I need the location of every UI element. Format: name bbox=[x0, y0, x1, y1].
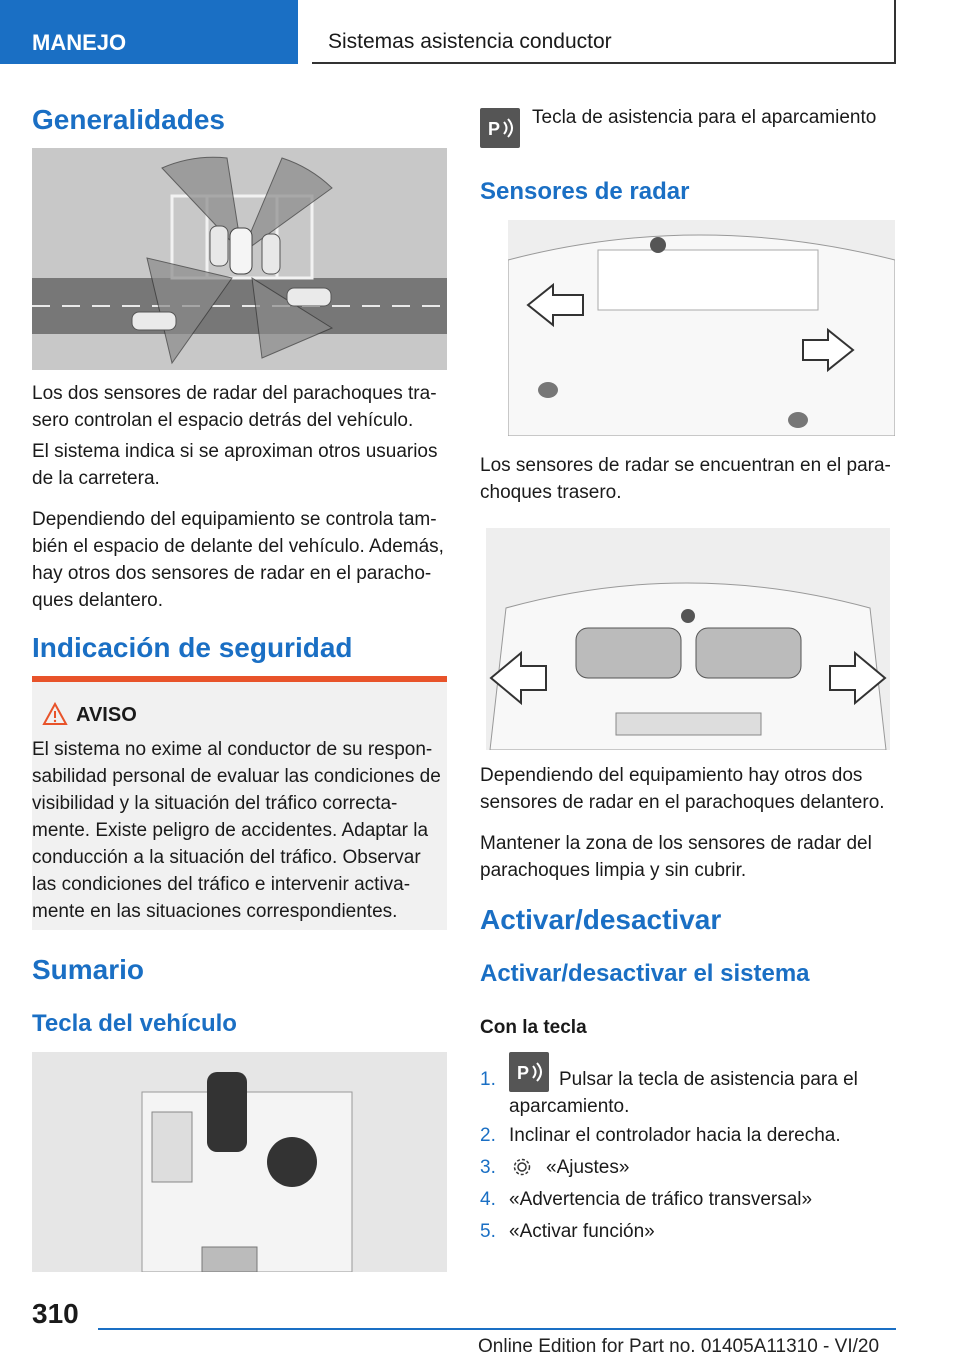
chapter-title: Sistemas asistencia conductor bbox=[312, 0, 896, 64]
heading-indicacion-seguridad: Indicación de seguridad bbox=[32, 632, 353, 663]
step-text: «Activar función» bbox=[509, 1221, 655, 1242]
heading-activar-desactivar: Activar/desactivar bbox=[480, 904, 722, 935]
heading-sumario: Sumario bbox=[32, 954, 145, 985]
page-number: 310 bbox=[32, 1298, 79, 1329]
step-text: Inclinar el controlador hacia la derecha. bbox=[509, 1125, 841, 1146]
paragraph-rear-sensors: Los sensores de radar se encuentran en el para-choques trasero. bbox=[480, 455, 891, 503]
footer-edition: Online Edition for Part no. 01405A11310 - VI/20 bbox=[478, 1336, 880, 1357]
heading-generalidades: Generalidades bbox=[32, 104, 225, 135]
tecla-caption: Tecla de asistencia para el aparcamiento bbox=[532, 107, 877, 128]
gear-icon bbox=[512, 1156, 532, 1178]
parking-assist-symbol bbox=[480, 108, 520, 148]
warning-triangle-icon bbox=[42, 702, 68, 726]
step-text: Pulsar la tecla de asistencia para el aparcamiento. bbox=[509, 1069, 858, 1117]
step-text: «Ajustes» bbox=[546, 1157, 630, 1178]
step-number: 2. bbox=[480, 1125, 496, 1146]
radar-coverage-illustration bbox=[32, 148, 447, 370]
footer-divider bbox=[98, 1328, 896, 1330]
svg-text:P: P bbox=[488, 119, 501, 139]
paragraph-front-sensors: Dependiendo del equipamiento hay otros dos sensores de radar en el parachoques delantero. bbox=[480, 765, 885, 813]
step-number: 4. bbox=[480, 1189, 496, 1210]
paragraph-generalidades-2: El sistema indica si se aproximan otros usuarios de la carretera. bbox=[32, 441, 438, 489]
heading-sensores-radar: Sensores de radar bbox=[480, 178, 690, 205]
warning-box bbox=[32, 676, 447, 930]
paragraph-generalidades-3: Dependiendo del equipamiento se controla tam-bién el espacio de delante del vehículo. Además, hay otros dos sensores de radar en el paracho-ques delantero. bbox=[32, 509, 444, 611]
radar-coverage-graphic bbox=[32, 148, 447, 370]
front-bumper-illustration bbox=[486, 528, 890, 750]
paragraph-keep-clean: Mantener la zona de los sensores de radar del parachoques limpia y sin cubrir. bbox=[480, 833, 872, 881]
warning-title: AVISO bbox=[76, 704, 137, 726]
step-number: 5. bbox=[480, 1221, 496, 1242]
con-la-tecla-label: Con la tecla bbox=[480, 1017, 587, 1038]
svg-text:P: P bbox=[517, 1063, 530, 1083]
heading-tecla-vehiculo: Tecla del vehículo bbox=[32, 1010, 237, 1037]
step-number: 3. bbox=[480, 1157, 496, 1178]
paragraph-generalidades-1: Los dos sensores de radar del parachoques tra-sero controlan el espacio detrás del vehículo. bbox=[32, 383, 437, 431]
parking-assist-button-icon bbox=[480, 108, 520, 148]
console-buttons-illustration bbox=[32, 1052, 447, 1272]
heading-activar-sistema: Activar/desactivar el sistema bbox=[480, 960, 810, 987]
warning-text: El sistema no exime al conductor de su respon-sabilidad personal de evaluar las condiciones de visibilidad y la situación del tráfico correcta-mente. Existe peligro de accidentes. Adaptar la conducción a la situación del tráfico. Observar las condiciones del tráfico e intervenir activa-mente en las situaciones correspondientes. bbox=[32, 739, 441, 922]
section-tab: MANEJO bbox=[0, 0, 298, 64]
console-graphic bbox=[32, 1052, 447, 1272]
step-number: 1. bbox=[480, 1069, 496, 1090]
rear-bumper-illustration bbox=[508, 220, 895, 436]
front-bumper-graphic bbox=[486, 528, 890, 750]
rear-bumper-graphic bbox=[508, 220, 895, 436]
step-text: «Advertencia de tráfico transversal» bbox=[509, 1189, 813, 1210]
